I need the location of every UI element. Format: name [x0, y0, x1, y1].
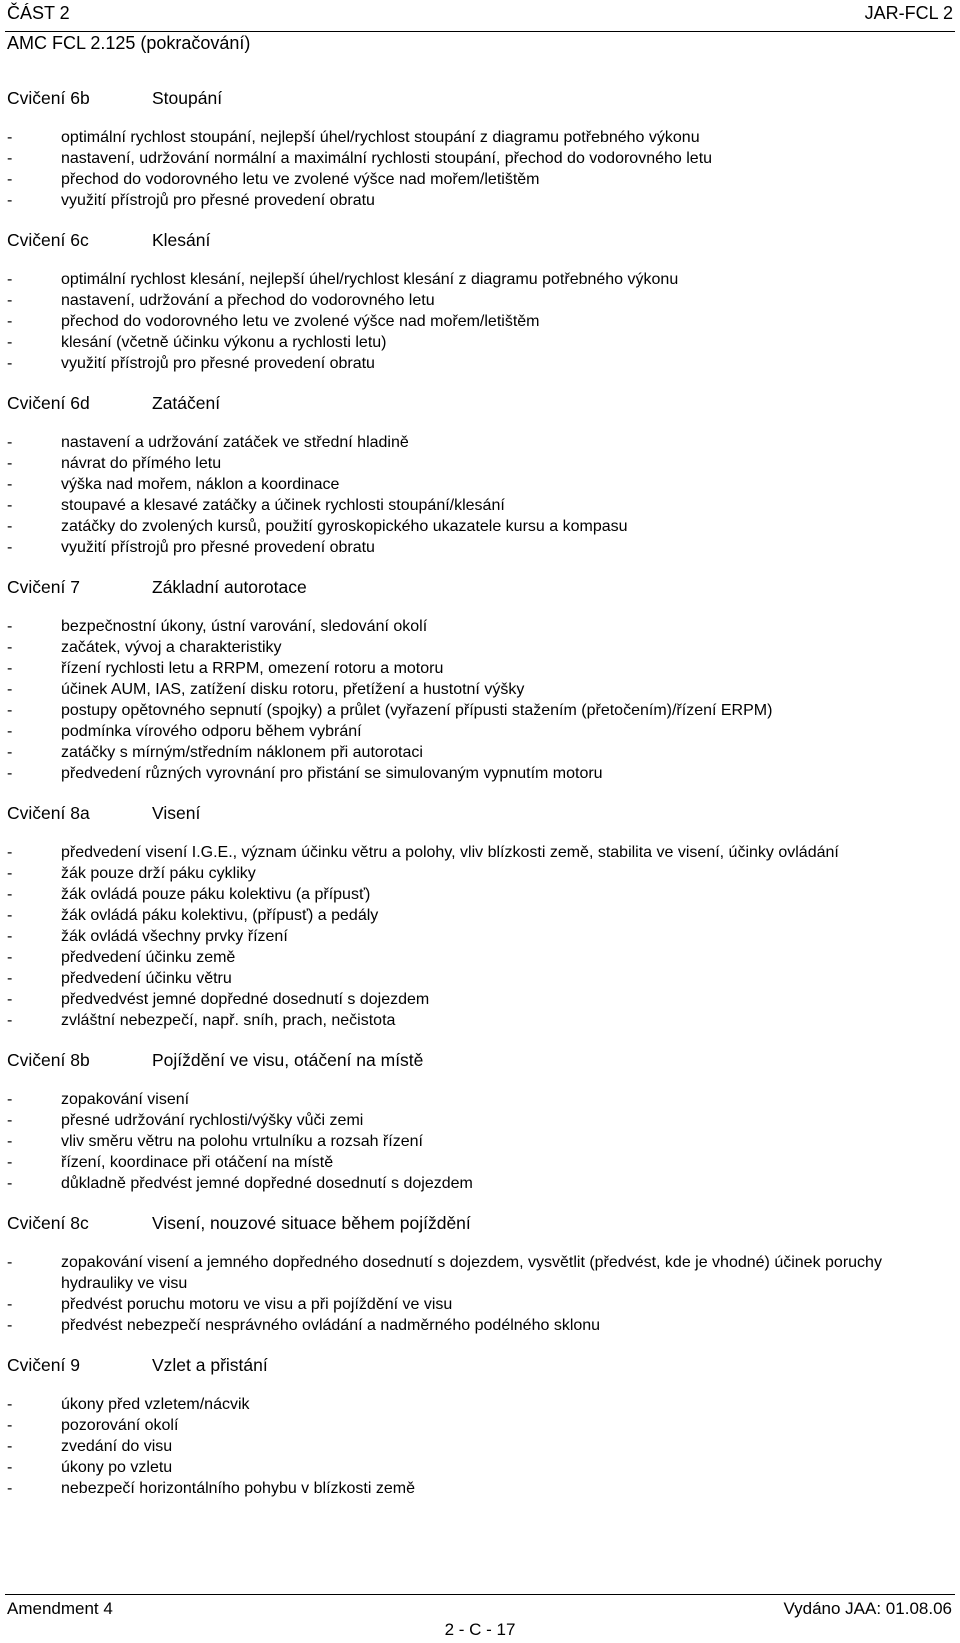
list-bullet-dash: -	[7, 150, 13, 167]
list-item	[7, 453, 952, 474]
list-item-text: využití přístrojů pro přesné provedení obratu	[61, 192, 375, 209]
list-item	[7, 1315, 952, 1336]
list-item	[7, 884, 952, 905]
list-item-text: zvedání do visu	[61, 1438, 173, 1455]
list-item	[7, 863, 952, 884]
list-item	[7, 616, 952, 637]
page-subheader: AMC FCL 2.125 (pokračování)	[7, 33, 251, 53]
list-item-text: vliv směru větru na polohu vrtulníku a rozsah řízení	[61, 1133, 423, 1150]
list-item	[7, 1394, 952, 1415]
list-bullet-dash: -	[7, 744, 13, 761]
list-bullet-dash: -	[7, 1417, 13, 1434]
list-item-text: přesné udržování rychlosti/výšky vůči zemi	[61, 1112, 364, 1129]
footer-amendment: Amendment 4	[7, 1599, 113, 1618]
exercise-heading	[7, 87, 952, 109]
list-bullet-dash: -	[7, 702, 13, 719]
list-item	[7, 1089, 952, 1110]
list-bullet-dash: -	[7, 928, 13, 945]
list-item	[7, 495, 952, 516]
list-item-text: předvedení účinku země	[61, 949, 236, 966]
list-bullet-dash: -	[7, 313, 13, 330]
list-bullet-dash: -	[7, 129, 13, 146]
list-item-text: začátek, vývoj a charakteristiky	[61, 639, 282, 656]
list-item-text: žák ovládá páku kolektivu, (přípusť) a pedály	[61, 907, 379, 924]
list-item	[7, 474, 952, 495]
list-item	[7, 332, 952, 353]
exercise-section	[7, 87, 952, 211]
list-item-text: předvedení účinku větru	[61, 970, 232, 987]
list-item	[7, 1110, 952, 1131]
list-item-text: přechod do vodorovného letu ve zvolené výšce nad mořem/letištěm	[61, 171, 540, 188]
list-bullet-dash: -	[7, 434, 13, 451]
list-bullet-dash: -	[7, 660, 13, 677]
list-bullet-dash: -	[7, 1317, 13, 1334]
list-bullet-dash: -	[7, 1154, 13, 1171]
list-bullet-dash: -	[7, 1396, 13, 1413]
exercise-number: Cvičení 6b	[7, 88, 90, 108]
list-item-text: předvést nebezpečí nesprávného ovládání a nadměrného podélného sklonu	[61, 1317, 601, 1334]
list-bullet-dash: -	[7, 723, 13, 740]
list-item-text: pozorování okolí	[61, 1417, 179, 1434]
list-item	[7, 742, 952, 763]
list-item	[7, 679, 952, 700]
list-bullet-dash: -	[7, 1091, 13, 1108]
list-item	[7, 721, 952, 742]
list-bullet-dash: -	[7, 271, 13, 288]
list-item	[7, 1436, 952, 1457]
list-item-text: zopakování visení	[61, 1091, 190, 1108]
list-item-text: předvedvést jemné dopředné dosednutí s dojezdem	[61, 991, 430, 1008]
list-item-text: nastavení, udržování normální a maximální rychlosti stoupání, přechod do vodorovného letu	[61, 150, 713, 167]
exercise-section	[7, 229, 952, 374]
list-item-text: žák ovládá všechny prvky řízení	[61, 928, 288, 945]
list-item	[7, 148, 952, 169]
list-item	[7, 926, 952, 947]
list-item	[7, 968, 952, 989]
list-bullet-dash: -	[7, 991, 13, 1008]
list-item	[7, 537, 952, 558]
list-item-text: zatáčky s mírným/středním náklonem při autorotaci	[61, 744, 423, 761]
list-item-text: výška nad mořem, náklon a koordinace	[61, 476, 340, 493]
list-item-text: přechod do vodorovného letu ve zvolené výšce nad mořem/letištěm	[61, 313, 540, 330]
list-item-text: žák pouze drží páku cykliky	[61, 865, 256, 882]
list-bullet-dash: -	[7, 292, 13, 309]
exercise-section	[7, 802, 952, 1031]
list-bullet-dash: -	[7, 865, 13, 882]
list-item	[7, 290, 952, 311]
list-bullet-dash: -	[7, 355, 13, 372]
list-item-text: zopakování visení a jemného dopředného dosednutí s dojezdem, vysvětlit (předvést, kde je vhodné) účinek poruchy hydrauliky ve visu	[61, 1254, 882, 1292]
list-item	[7, 700, 952, 721]
list-item-text: návrat do přímého letu	[61, 455, 222, 472]
exercise-number: Cvičení 9	[7, 1355, 80, 1375]
exercise-section	[7, 392, 952, 558]
exercise-heading	[7, 1354, 952, 1376]
list-item	[7, 127, 952, 148]
exercise-title: Základní autorotace	[152, 577, 307, 597]
list-bullet-dash: -	[7, 539, 13, 556]
list-item	[7, 1010, 952, 1031]
list-item	[7, 516, 952, 537]
list-item-text: optimální rychlost klesání, nejlepší úhel/rychlost klesání z diagramu potřebného výkonu	[61, 271, 679, 288]
list-bullet-dash: -	[7, 844, 13, 861]
list-bullet-dash: -	[7, 518, 13, 535]
list-item	[7, 763, 952, 784]
exercise-item-list	[7, 269, 952, 374]
list-bullet-dash: -	[7, 618, 13, 635]
list-item	[7, 269, 952, 290]
exercise-number: Cvičení 7	[7, 577, 80, 597]
list-bullet-dash: -	[7, 497, 13, 514]
footer-issue-date: Vydáno JAA: 01.08.06	[783, 1599, 952, 1618]
list-bullet-dash: -	[7, 1480, 13, 1497]
list-item-text: řízení, koordinace při otáčení na místě	[61, 1154, 334, 1171]
footer-divider	[5, 1594, 955, 1595]
exercise-title: Visení	[152, 803, 201, 823]
list-item-text: žák ovládá pouze páku kolektivu (a přípusť)	[61, 886, 371, 903]
list-item	[7, 658, 952, 679]
exercise-number: Cvičení 8a	[7, 803, 90, 823]
list-bullet-dash: -	[7, 907, 13, 924]
list-bullet-dash: -	[7, 334, 13, 351]
list-item-text: postupy opětovného sepnutí (spojky) a průlet (vyřazení přípusti stažením (přetočením)/řízení ERPM)	[61, 702, 773, 719]
list-item-text: bezpečnostní úkony, ústní varování, sledování okolí	[61, 618, 428, 635]
exercise-title: Vzlet a přistání	[152, 1355, 268, 1375]
exercise-item-list	[7, 842, 952, 1031]
list-bullet-dash: -	[7, 1438, 13, 1455]
list-bullet-dash: -	[7, 1175, 13, 1192]
page-number: 2 - C - 17	[444, 1620, 516, 1639]
exercise-heading	[7, 576, 952, 598]
exercise-item-list	[7, 127, 952, 211]
list-bullet-dash: -	[7, 639, 13, 656]
list-bullet-dash: -	[7, 1459, 13, 1476]
list-item-text: účinek AUM, IAS, zatížení disku rotoru, přetížení a hustotní výšky	[61, 681, 525, 698]
list-item-text: předvedení visení I.G.E., význam účinku větru a polohy, vliv blízkosti země, stabilita ve visení, účinky ovládání	[61, 844, 839, 861]
list-bullet-dash: -	[7, 949, 13, 966]
list-bullet-dash: -	[7, 1012, 13, 1029]
list-item-text: úkony před vzletem/nácvik	[61, 1396, 250, 1413]
list-item-text: nastavení, udržování a přechod do vodorovného letu	[61, 292, 435, 309]
header-part: ČÁST 2	[7, 3, 70, 23]
exercise-title: Visení, nouzové situace během pojíždění	[152, 1213, 471, 1233]
exercise-title: Zatáčení	[152, 393, 221, 413]
list-item-text: zatáčky do zvolených kursů, použití gyroskopického ukazatele kursu a kompasu	[61, 518, 628, 535]
list-bullet-dash: -	[7, 476, 13, 493]
list-item-text: nastavení a udržování zatáček ve střední hladině	[61, 434, 409, 451]
exercise-item-list	[7, 432, 952, 558]
list-item	[7, 842, 952, 863]
exercise-section	[7, 1049, 952, 1194]
list-bullet-dash: -	[7, 765, 13, 782]
exercise-heading	[7, 1049, 952, 1071]
list-item-text: klesání (včetně účinku výkonu a rychlosti letu)	[61, 334, 387, 351]
header-regulation: JAR-FCL 2	[864, 3, 953, 23]
list-item	[7, 169, 952, 190]
list-bullet-dash: -	[7, 1254, 13, 1271]
exercise-item-list	[7, 1089, 952, 1194]
list-item-text: řízení rychlosti letu a RRPM, omezení rotoru a motoru	[61, 660, 444, 677]
list-bullet-dash: -	[7, 192, 13, 209]
exercise-section	[7, 1212, 952, 1336]
exercise-heading	[7, 1212, 952, 1234]
list-item-text: zvláštní nebezpečí, např. sníh, prach, nečistota	[61, 1012, 396, 1029]
exercise-number: Cvičení 8b	[7, 1050, 90, 1070]
list-item-text: nebezpečí horizontálního pohybu v blízkosti země	[61, 1480, 415, 1497]
list-bullet-dash: -	[7, 1296, 13, 1313]
list-item	[7, 1415, 952, 1436]
list-bullet-dash: -	[7, 1112, 13, 1129]
list-item	[7, 947, 952, 968]
list-bullet-dash: -	[7, 171, 13, 188]
exercise-number: Cvičení 8c	[7, 1213, 89, 1233]
page-header	[5, 0, 955, 32]
list-bullet-dash: -	[7, 455, 13, 472]
list-item-text: podmínka vírového odporu během vybrání	[61, 723, 362, 740]
exercise-section	[7, 576, 952, 784]
exercise-number: Cvičení 6c	[7, 230, 89, 250]
exercise-item-list	[7, 616, 952, 784]
list-item	[7, 1152, 952, 1173]
list-item	[7, 1173, 952, 1194]
list-item	[7, 1457, 952, 1478]
exercise-heading	[7, 802, 952, 824]
exercise-item-list	[7, 1394, 952, 1499]
exercise-heading	[7, 229, 952, 251]
list-item	[7, 905, 952, 926]
list-item	[7, 1294, 952, 1315]
list-item-text: předvedení různých vyrovnání pro přistání se simulovaným vypnutím motoru	[61, 765, 603, 782]
document-body	[7, 87, 952, 1517]
list-item	[7, 1252, 952, 1294]
list-item	[7, 311, 952, 332]
list-item	[7, 989, 952, 1010]
list-item-text: důkladně předvést jemné dopředné dosednutí s dojezdem	[61, 1175, 473, 1192]
exercise-title: Pojíždění ve visu, otáčení na místě	[152, 1050, 424, 1070]
exercise-number: Cvičení 6d	[7, 393, 90, 413]
list-bullet-dash: -	[7, 1133, 13, 1150]
list-bullet-dash: -	[7, 970, 13, 987]
list-item-text: využití přístrojů pro přesné provedení obratu	[61, 355, 375, 372]
exercise-title: Klesání	[152, 230, 211, 250]
list-item-text: úkony po vzletu	[61, 1459, 173, 1476]
exercise-item-list	[7, 1252, 952, 1336]
exercise-section	[7, 1354, 952, 1499]
list-item-text: využití přístrojů pro přesné provedení obratu	[61, 539, 375, 556]
list-item	[7, 353, 952, 374]
list-item	[7, 1131, 952, 1152]
list-item	[7, 432, 952, 453]
list-bullet-dash: -	[7, 681, 13, 698]
list-item	[7, 190, 952, 211]
list-item	[7, 637, 952, 658]
exercise-title: Stoupání	[152, 88, 223, 108]
list-item-text: předvést poruchu motoru ve visu a při pojíždění ve visu	[61, 1296, 453, 1313]
list-item-text: stoupavé a klesavé zatáčky a účinek rychlosti stoupání/klesání	[61, 497, 505, 514]
exercise-heading	[7, 392, 952, 414]
list-bullet-dash: -	[7, 886, 13, 903]
list-item-text: optimální rychlost stoupání, nejlepší úhel/rychlost stoupání z diagramu potřebného výkonu	[61, 129, 700, 146]
list-item	[7, 1478, 952, 1499]
